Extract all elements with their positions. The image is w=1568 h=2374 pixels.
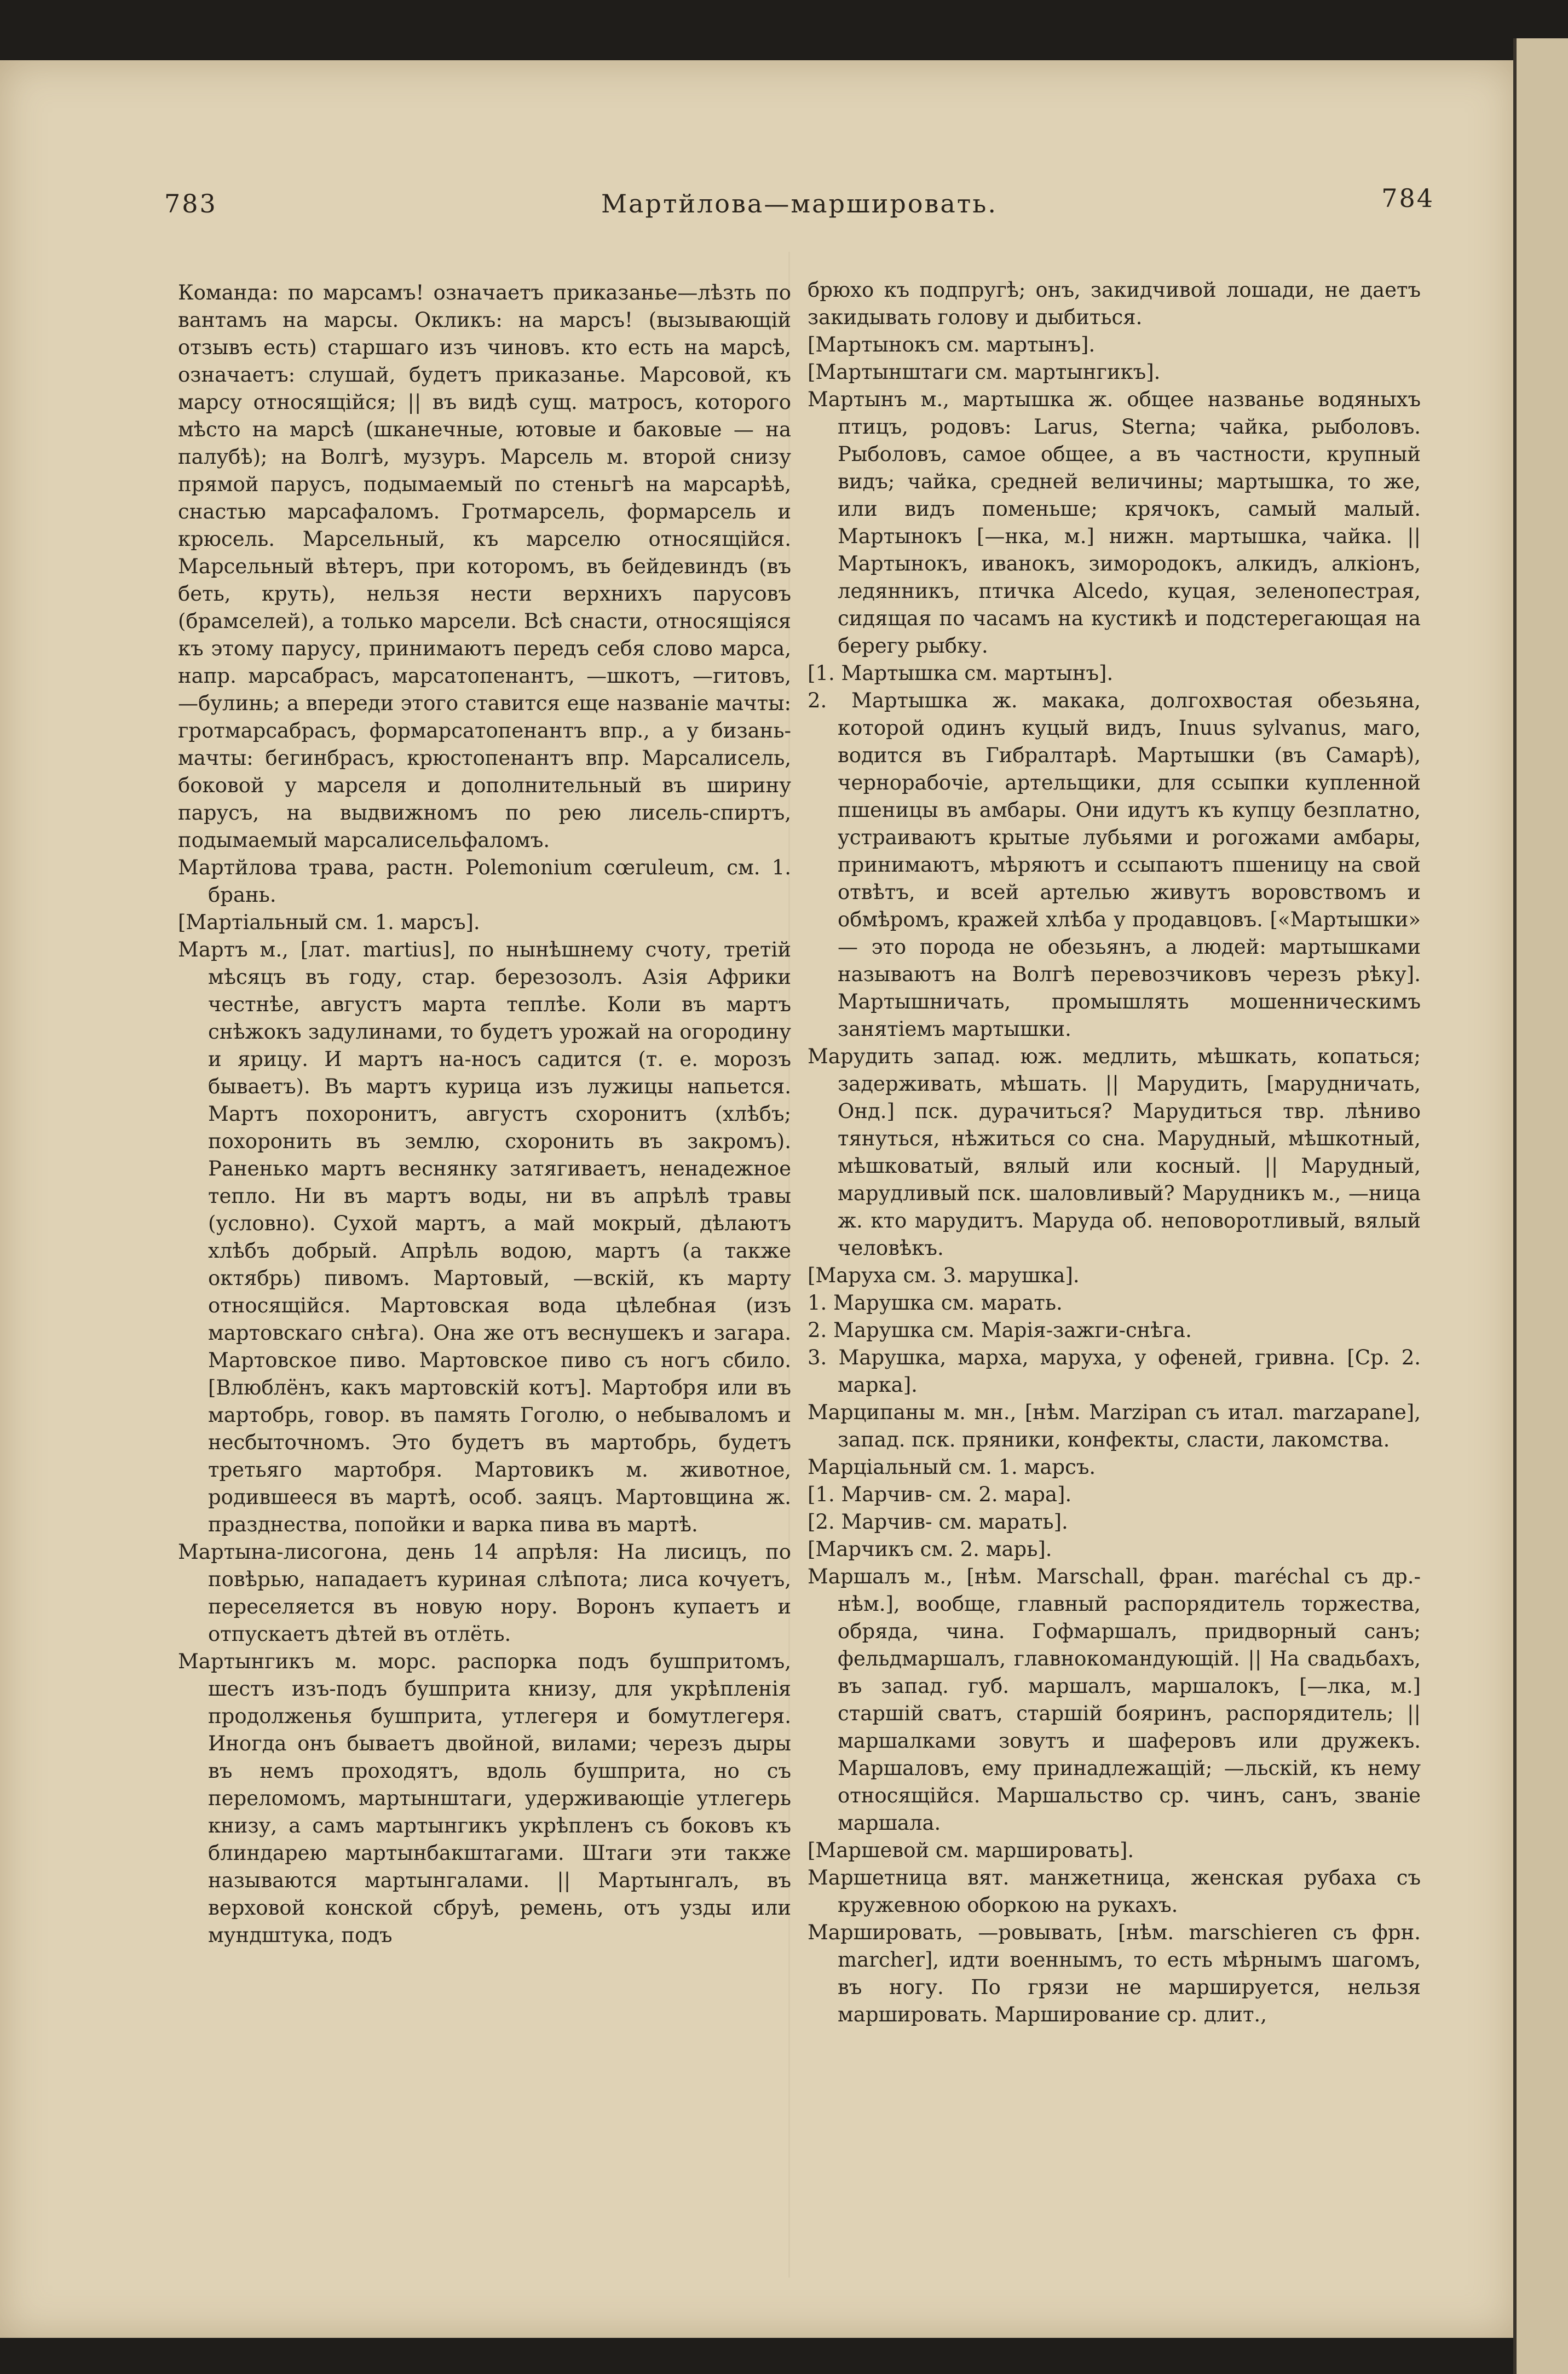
dictionary-entry: [1. Мартышка см. мартынъ]. [808, 661, 1114, 685]
dictionary-entry: [Маруха см. 3. марушка]. [808, 1264, 1080, 1287]
book-page [0, 60, 1517, 2338]
dictionary-entry: 2. Мартышка ж. макака, долгохвостая обезьяна, которой одинъ куцый видъ, Inuus sylvanus, маго, водится въ Гибралтарѣ. Мартышки (въ Самарѣ), чернорабочіе, артельщики, для ссыпки купленной пшеницы въ амбары. Они идутъ къ купцу безплатно, устраиваютъ крытые лубьями и рогожами амбары, принимаютъ, мѣряютъ и ссыпаютъ пшеницу на свой отвѣтъ, и всей артелью живутъ воровствомъ и обмѣромъ, кражей хлѣба у продавцовъ. [«Мартышки» — это порода не обезьянъ, а людей: мартышками называютъ на Волгѣ перевозчиковъ черезъ рѣку]. Мартышничать, промышлять мошенническимъ занятіемъ мартышки. [808, 689, 1421, 1041]
dictionary-entry: Мартйлова трава, растн. Polemonium cœruleum, см. 1. брань. [178, 856, 791, 907]
dictionary-entry: 1. Марушка см. марать. [808, 1291, 1063, 1315]
dictionary-entry: Команда: по марсамъ! означаетъ приказанье—лѣзть по вантамъ на марсы. Окликъ: на марсъ! (вызывающій отзывъ есть) старшаго изъ чиновъ. кто есть на марсѣ, означаетъ: слушай, будетъ приказанье. Марсовой, къ марсу относящійся; || въ видѣ сущ. матросъ, которого мѣсто на марсѣ (шканечные, ютовые и баковые — на палубѣ); на Волгѣ, музуръ. Марсель м. второй снизу прямой парусъ, подымаемый по стеньгѣ на марсарѣѣ, снастью марсафаломъ. Гротмарсель, формарсель и крюсель. Марсельный, къ марселю относящійся. Марсельный вѣтеръ, при которомъ, въ бейдевиндъ (въ беть, круть), нельзя нести верхнихъ парусовъ (брамселей), а только марсели. Всѣ снасти, относящіяся къ этому парусу, принимаютъ передъ себя слово марса, напр. марсабрасъ, марсатопенантъ, —шкотъ, —гитовъ, —булинь; а впереди этого ставится еще названіе мачты: гротмарсабрасъ, формарсатопенантъ впр., а у бизань-мачты: бегинбрасъ, крюстопенантъ впр. Марсалисель, боковой у марселя и дополнительный въ ширину парусъ, на выдвижномъ по рею лисель-спиртъ, подымаемый марсалисельфаломъ. [178, 281, 791, 852]
dictionary-entry: [Мартынокъ см. мартынъ]. [808, 333, 1096, 356]
dictionary-entry: Маршировать, —ровывать, [нѣм. marschieren съ фрн. marcher], идти военнымъ, то есть мѣрнымъ шагомъ, въ ногу. По грязи не маршируется, нельзя маршировать. Марширование ср. длит., [808, 1921, 1421, 2026]
dictionary-entry: 2. Марушка см. Марія-зажги-снѣга. [808, 1318, 1192, 1342]
running-title: Мартйлова—маршировать. [601, 189, 998, 218]
dictionary-entry: брюхо къ подпругѣ; онъ, закидчивой лошади, не даетъ закидывать голову и дыбиться. [808, 278, 1421, 329]
left-column [178, 279, 791, 1949]
dictionary-entry: [Мартіальный см. 1. марсъ]. [178, 911, 480, 934]
dictionary-entry: Мартына-лисогона, день 14 апрѣля: На лисицъ, по повѣрью, нападаетъ куриная слѣпота; лиса кочуетъ, переселяется въ новую нору. Воронъ купаетъ и отпускаетъ дѣтей въ отлёть. [178, 1540, 791, 1646]
next-page-edge [1513, 38, 1568, 2374]
dictionary-entry: 3. Марушка, марха, маруха, у офеней, гривна. [Ср. 2. марка]. [808, 1346, 1421, 1397]
page-number-right: 784 [1381, 183, 1434, 213]
dictionary-entry: Марудить запад. юж. медлить, мѣшкать, копаться; задерживать, мѣшать. || Марудить, [марудничать, Онд.] пск. дурачиться? Марудиться твр. лѣниво тянуться, нѣжиться со сна. Марудный, мѣшкотный, мѣшковатый, вялый или косный. || Марудный, марудливый пск. шаловливый? Марудникъ м., —ница ж. кто марудитъ. Маруда об. неповоротливый, вялый человѣкъ. [808, 1045, 1421, 1260]
dictionary-entry: [2. Марчив- см. марать]. [808, 1510, 1068, 1534]
dictionary-entry: Марціальный см. 1. марсъ. [808, 1455, 1096, 1479]
dictionary-entry: [Марчикъ см. 2. марь]. [808, 1537, 1052, 1561]
dictionary-entry: Маршалъ м., [нѣм. Marschall, фран. maréchal съ др.-нѣм.], вообще, главный распорядитель торжества, обряда, чина. Гофмаршалъ, придворный санъ; фельдмаршалъ, главнокомандующій. || На свадьбахъ, въ запад. губ. маршалъ, маршалокъ, [—лка, м.] старшій сватъ, старшій бояринъ, распорядитель; || маршалками зовутъ и шаферовъ или дружекъ. Маршаловъ, ему принадлежащій; —льскій, къ нему относящійся. Маршальство ср. чинъ, санъ, званіе маршала. [808, 1565, 1421, 1835]
right-column [808, 276, 1421, 2029]
dictionary-entry: [1. Марчив- см. 2. мара]. [808, 1483, 1072, 1506]
dictionary-entry: Маршетница вят. манжетница, женская рубаха съ кружевною оборкою на рукахъ. [808, 1866, 1421, 1917]
dictionary-entry: Мартъ м., [лат. martius], по нынѣшнему счоту, третій мѣсяцъ въ году, стар. березозолъ. Азія Африки честнѣе, августъ марта теплѣе. Коли въ мартъ снѣжокъ задулинами, то будетъ урожай на огородину и ярицу. И мартъ на-носъ садится (т. е. морозъ бываетъ). Въ мартъ курица изъ лужицы напьется. Мартъ похоронитъ, августъ схоронитъ (хлѣбъ; похоронить въ землю, схоронить въ закромъ). Раненько мартъ веснянку затягиваетъ, ненадежное тепло. Ни въ мартъ воды, ни въ апрѣлѣ травы (условно). Сухой мартъ, а май мокрый, дѣлаютъ хлѣбъ добрый. Апрѣль водою, мартъ (а также октябрь) пивомъ. Мартовый, —вскій, къ марту относящійся. Мартовская вода цѣлебная (изъ мартовскаго снѣга). Она же отъ веснушекъ и загара. Мартовское пиво. Мартовское пиво съ ногъ сбило. [Влюблёнъ, какъ мартовскій котъ]. Мартобря или въ мартобрь, говор. въ память Гоголю, о небываломъ и несбыточномъ. Это будетъ въ мартобрь, будетъ третьяго мартобря. Мартовикъ м. животное, родившееся въ мартѣ, особ. заяцъ. Мартовщина ж. празднества, попойки и варка пива въ мартѣ. [178, 938, 791, 1536]
dictionary-entry: [Мартынштаги см. мартынгикъ]. [808, 360, 1161, 384]
dictionary-entry: Мартынгикъ м. морс. распорка подъ бушпритомъ, шестъ изъ-подъ бушприта книзу, для укрѣпленія продолженья бушприта, утлегеря и бомутлегеря. Иногда онъ бываетъ двойной, вилами; черезъ дыры въ немъ проходятъ, вдоль бушприта, но съ переломомъ, мартынштаги, удерживающіе утлегерь книзу, а самъ мартынгикъ укрѣпленъ съ боковъ къ блиндарею мартынбакштагами. Штаги эти также называются мартынгалами. || Мартынгалъ, въ верховой конской сбруѣ, ремень, отъ узды или мундштука, подъ [178, 1650, 791, 1947]
dictionary-entry: Мартынъ м., мартышка ж. общее названье водяныхъ птицъ, родовъ: Larus, Sterna; чайка, рыболовъ. Рыболовъ, самое общее, а въ частности, крупный видъ; чайка, средней величины; мартышка, то же, или видъ поменьше; крячокъ, самый малый. Мартынокъ [—нка, м.] нижн. мартышка, чайка. || Мартынокъ, иванокъ, зимородокъ, алкидъ, алкіонъ, ледянникъ, птичка Alcedo, куцая, зеленопестрая, сидящая по часамъ на кустикѣ и подстерегающая на берегу рыбку. [808, 388, 1421, 658]
running-header [164, 178, 1434, 227]
dictionary-entry: [Маршевой см. маршировать]. [808, 1839, 1134, 1862]
page-number-left: 783 [164, 189, 217, 218]
dictionary-entry: Марципаны м. мн., [нѣм. Marzipan съ итал. marzapane], запад. пск. пряники, конфекты, сласти, лакомства. [808, 1401, 1421, 1451]
